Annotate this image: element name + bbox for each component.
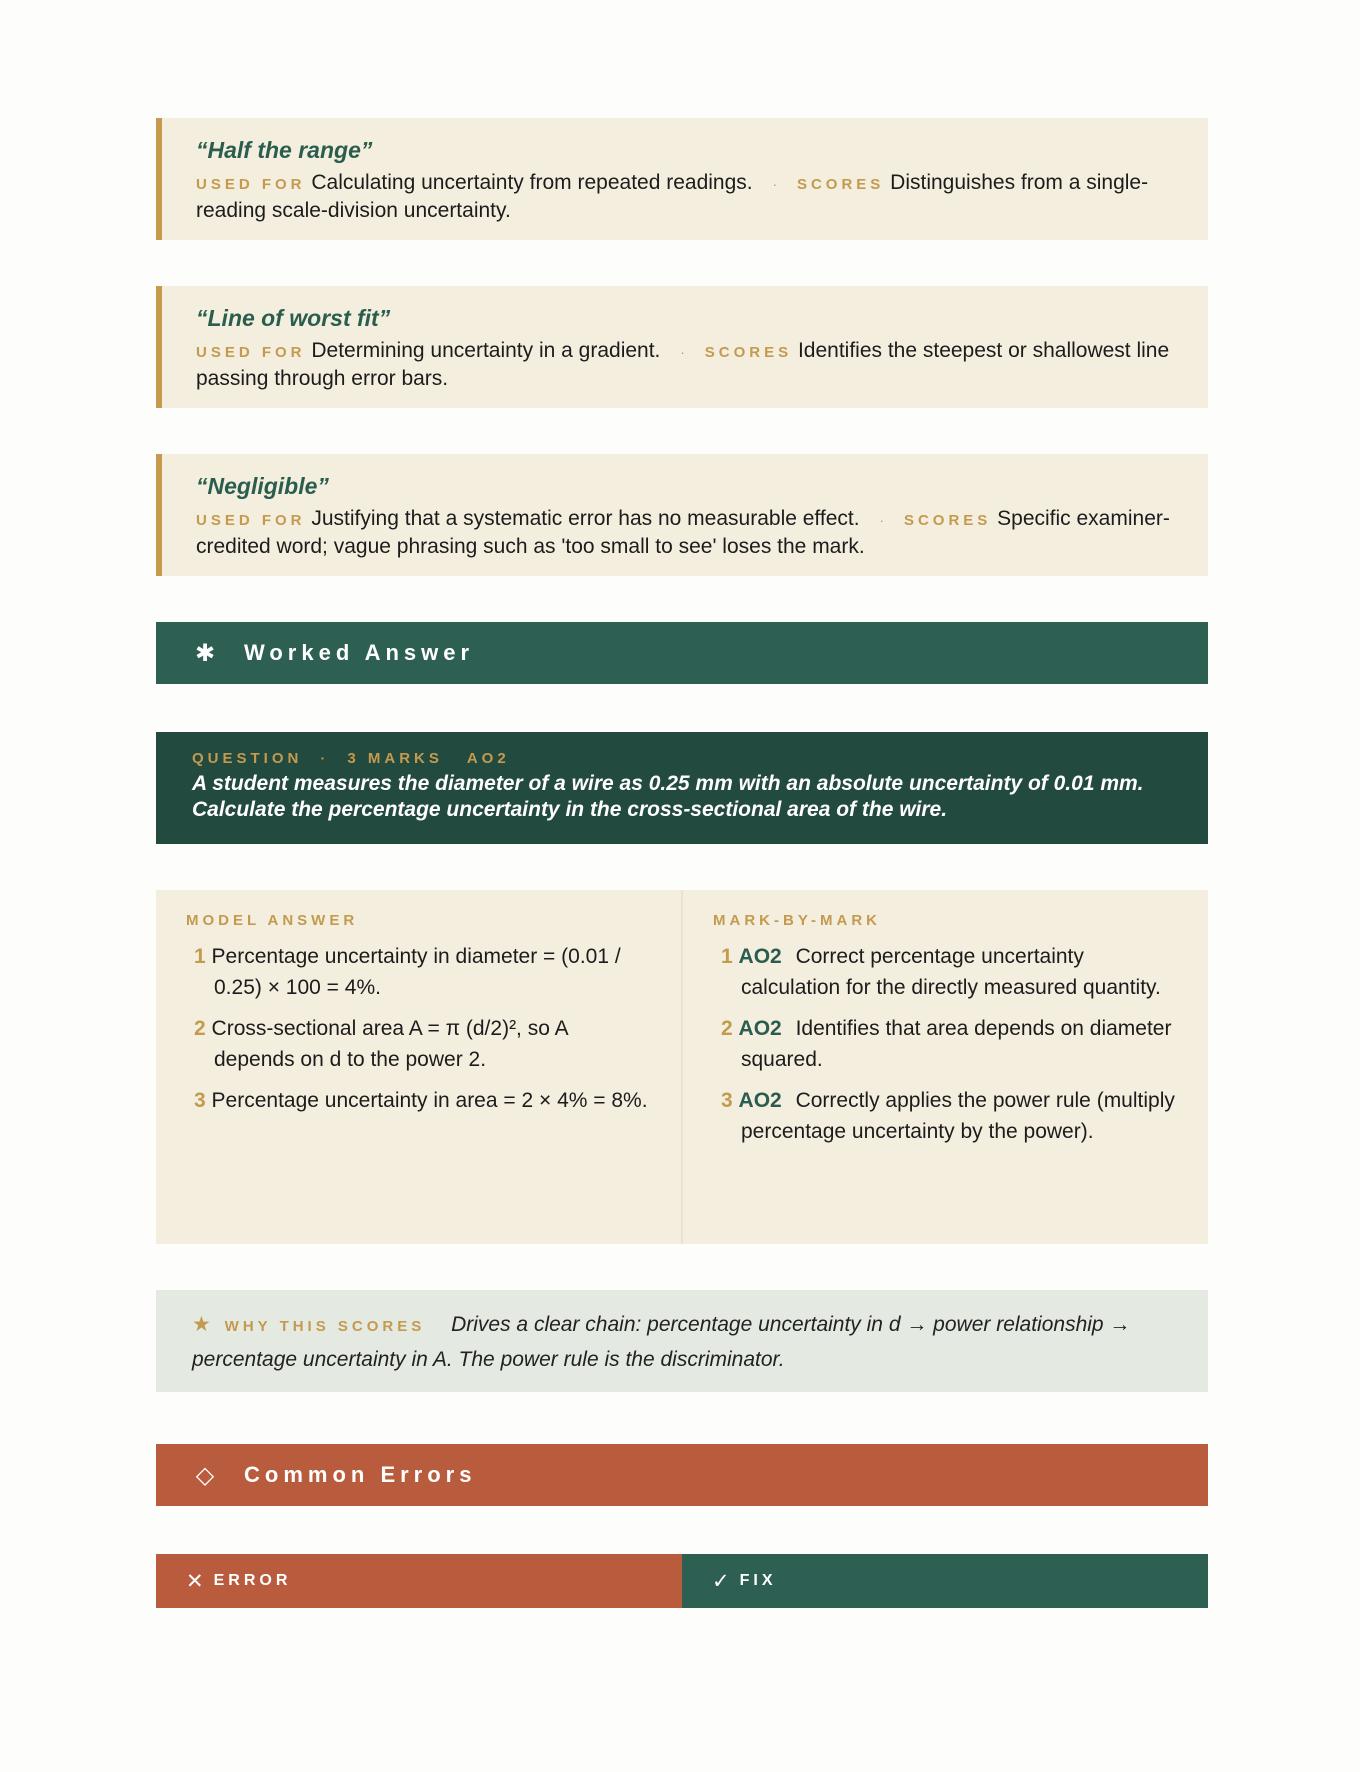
item-number: 3 — [721, 1089, 733, 1112]
asterisk-icon: ✱ — [194, 639, 216, 667]
diamond-icon: ◇ — [195, 1461, 215, 1489]
check-icon: ✓ — [712, 1569, 730, 1593]
answer-columns — [156, 890, 1208, 1244]
ao-tag: AO2 — [738, 1017, 782, 1040]
scores-text: Identifies the steepest or shallowest line passing through error bars. — [196, 339, 1170, 390]
used-for-text: Determining uncertainty in a gradient. — [311, 339, 661, 362]
used-for-text: Justifying that a systematic error has no measurable effect. — [311, 507, 860, 530]
separator-dot: · — [680, 344, 685, 360]
item-number: 3 — [194, 1089, 206, 1112]
question-text: A student measures the diameter of a wire as 0.25 mm with an absolute uncertainty of 0.01 mm. Calculate the percentage uncertainty in the cross-sectional area of the wire. — [192, 772, 1144, 821]
scores-text: Specific examiner-credited word; vague phrasing such as 'too small to see' loses the mark. — [196, 507, 1170, 558]
model-answer-item — [186, 1085, 651, 1116]
term-title: “Half the range” — [196, 137, 373, 163]
separator-dot: · — [320, 750, 330, 766]
scores-label: SCORES — [903, 512, 992, 529]
term-card — [156, 286, 1208, 408]
used-for-label: USED FOR — [196, 176, 306, 193]
scores-text: Distinguishes from a single-reading scale-division uncertainty. — [196, 171, 1149, 222]
term-card — [156, 118, 1208, 240]
item-text: Cross-sectional area A = π (d/2)², so A depends on d to the power 2. — [211, 1017, 568, 1071]
model-answer-heading: MODEL ANSWER — [186, 912, 359, 929]
ao-tag: AO2 — [738, 945, 782, 968]
why-text: Drives a clear chain: percentage uncertainty in d → power relationship → percentage uncertainty in A. The power rule is the discriminator. — [192, 1313, 1131, 1371]
error-fix-table-header — [156, 1554, 1208, 1608]
item-text: Percentage uncertainty in diameter = (0.01 / 0.25) × 100 = 4%. — [211, 945, 621, 999]
used-for-label: USED FOR — [196, 344, 306, 361]
item-text: Correct percentage uncertainty calculation for the directly measured quantity. — [741, 945, 1161, 999]
fix-column-header — [682, 1554, 1208, 1608]
fix-label: FIX — [739, 1572, 777, 1589]
term-title: “Line of worst fit” — [196, 305, 391, 331]
item-text: Identifies that area depends on diameter squared. — [741, 1017, 1172, 1071]
question-marks: 3 MARKS — [347, 750, 443, 767]
ao-tag: AO2 — [738, 1089, 782, 1112]
separator-dot: · — [879, 512, 885, 528]
common-errors-header — [156, 1444, 1208, 1506]
item-number: 1 — [721, 945, 733, 968]
mark-item — [713, 1085, 1178, 1147]
section-title: Common Errors — [244, 1462, 477, 1487]
used-for-text: Calculating uncertainty from repeated readings. — [311, 171, 753, 194]
question-meta — [192, 750, 1172, 767]
scores-label: SCORES — [704, 344, 793, 361]
section-title: Worked Answer — [244, 640, 475, 665]
model-answer-column — [156, 890, 681, 1244]
item-text: Percentage uncertainty in area = 2 × 4% = 8%. — [211, 1089, 648, 1112]
term-title: “Negligible” — [196, 473, 329, 499]
term-body — [196, 170, 1172, 224]
study-guide-page — [156, 118, 1208, 1608]
question-box — [156, 732, 1208, 844]
mark-item — [713, 1013, 1178, 1075]
used-for-label: USED FOR — [196, 512, 306, 529]
cross-icon: ✕ — [186, 1569, 204, 1593]
item-text: Correctly applies the power rule (multiply percentage uncertainty by the power). — [741, 1089, 1175, 1143]
mark-item — [713, 941, 1178, 1003]
item-number: 1 — [194, 945, 206, 968]
term-card — [156, 454, 1208, 576]
item-number: 2 — [194, 1017, 206, 1040]
why-this-scores-box — [156, 1290, 1208, 1392]
why-label: WHY THIS SCORES — [224, 1318, 426, 1335]
question-ao: AO2 — [466, 750, 510, 767]
separator-dot: · — [772, 176, 778, 192]
why-content — [192, 1308, 1172, 1376]
star-icon: ★ — [192, 1313, 211, 1336]
scores-label: SCORES — [796, 176, 885, 193]
worked-answer-header — [156, 622, 1208, 684]
model-answer-item — [186, 941, 651, 1003]
question-label: QUESTION — [192, 750, 303, 767]
error-label: ERROR — [213, 1572, 292, 1589]
mark-by-mark-heading: MARK-BY-MARK — [713, 912, 881, 929]
term-body — [196, 338, 1172, 392]
error-column-header — [156, 1554, 682, 1608]
mark-by-mark-column — [681, 890, 1208, 1244]
item-number: 2 — [721, 1017, 733, 1040]
term-body — [196, 506, 1172, 560]
model-answer-item — [186, 1013, 651, 1075]
